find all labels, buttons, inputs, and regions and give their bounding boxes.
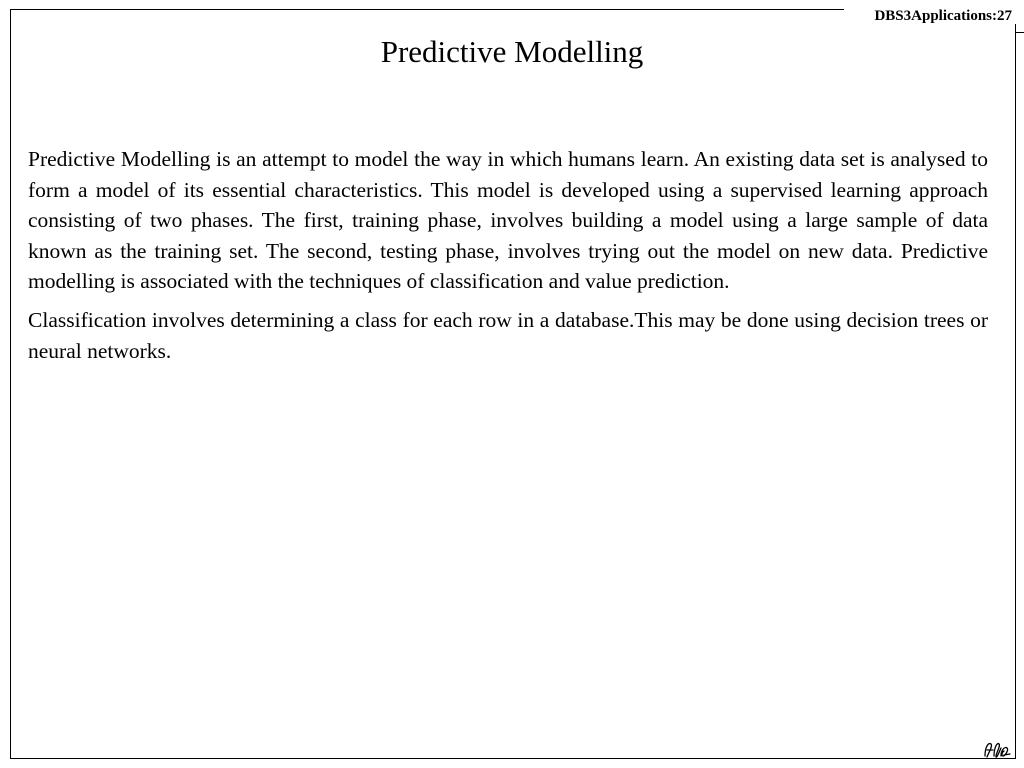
slide-body <box>28 144 988 374</box>
body-paragraph-1: Predictive Modelling is an attempt to model the way in which humans learn. An existing data set is analysed to form a model of its essential characteristics. This model is developed using a supervised learning approach consisting of two phases. The first, training phase, involves building a model using a large sample of data known as the training set. The second, testing phase, involves trying out the model on new data. Predictive modelling is associated with the techniques of classification and value prediction. <box>28 147 988 294</box>
slide-frame <box>10 9 1016 759</box>
body-paragraph-2: Classification involves determining a class for each row in a database.This may be done using decision trees or neural networks. <box>28 307 988 363</box>
slide-id-rule <box>1016 32 1024 33</box>
logo-squiggle-icon <box>982 738 1012 760</box>
slide-title: Predictive Modelling <box>380 34 644 69</box>
slide-id-label: DBS3Applications:27 <box>874 8 1012 24</box>
